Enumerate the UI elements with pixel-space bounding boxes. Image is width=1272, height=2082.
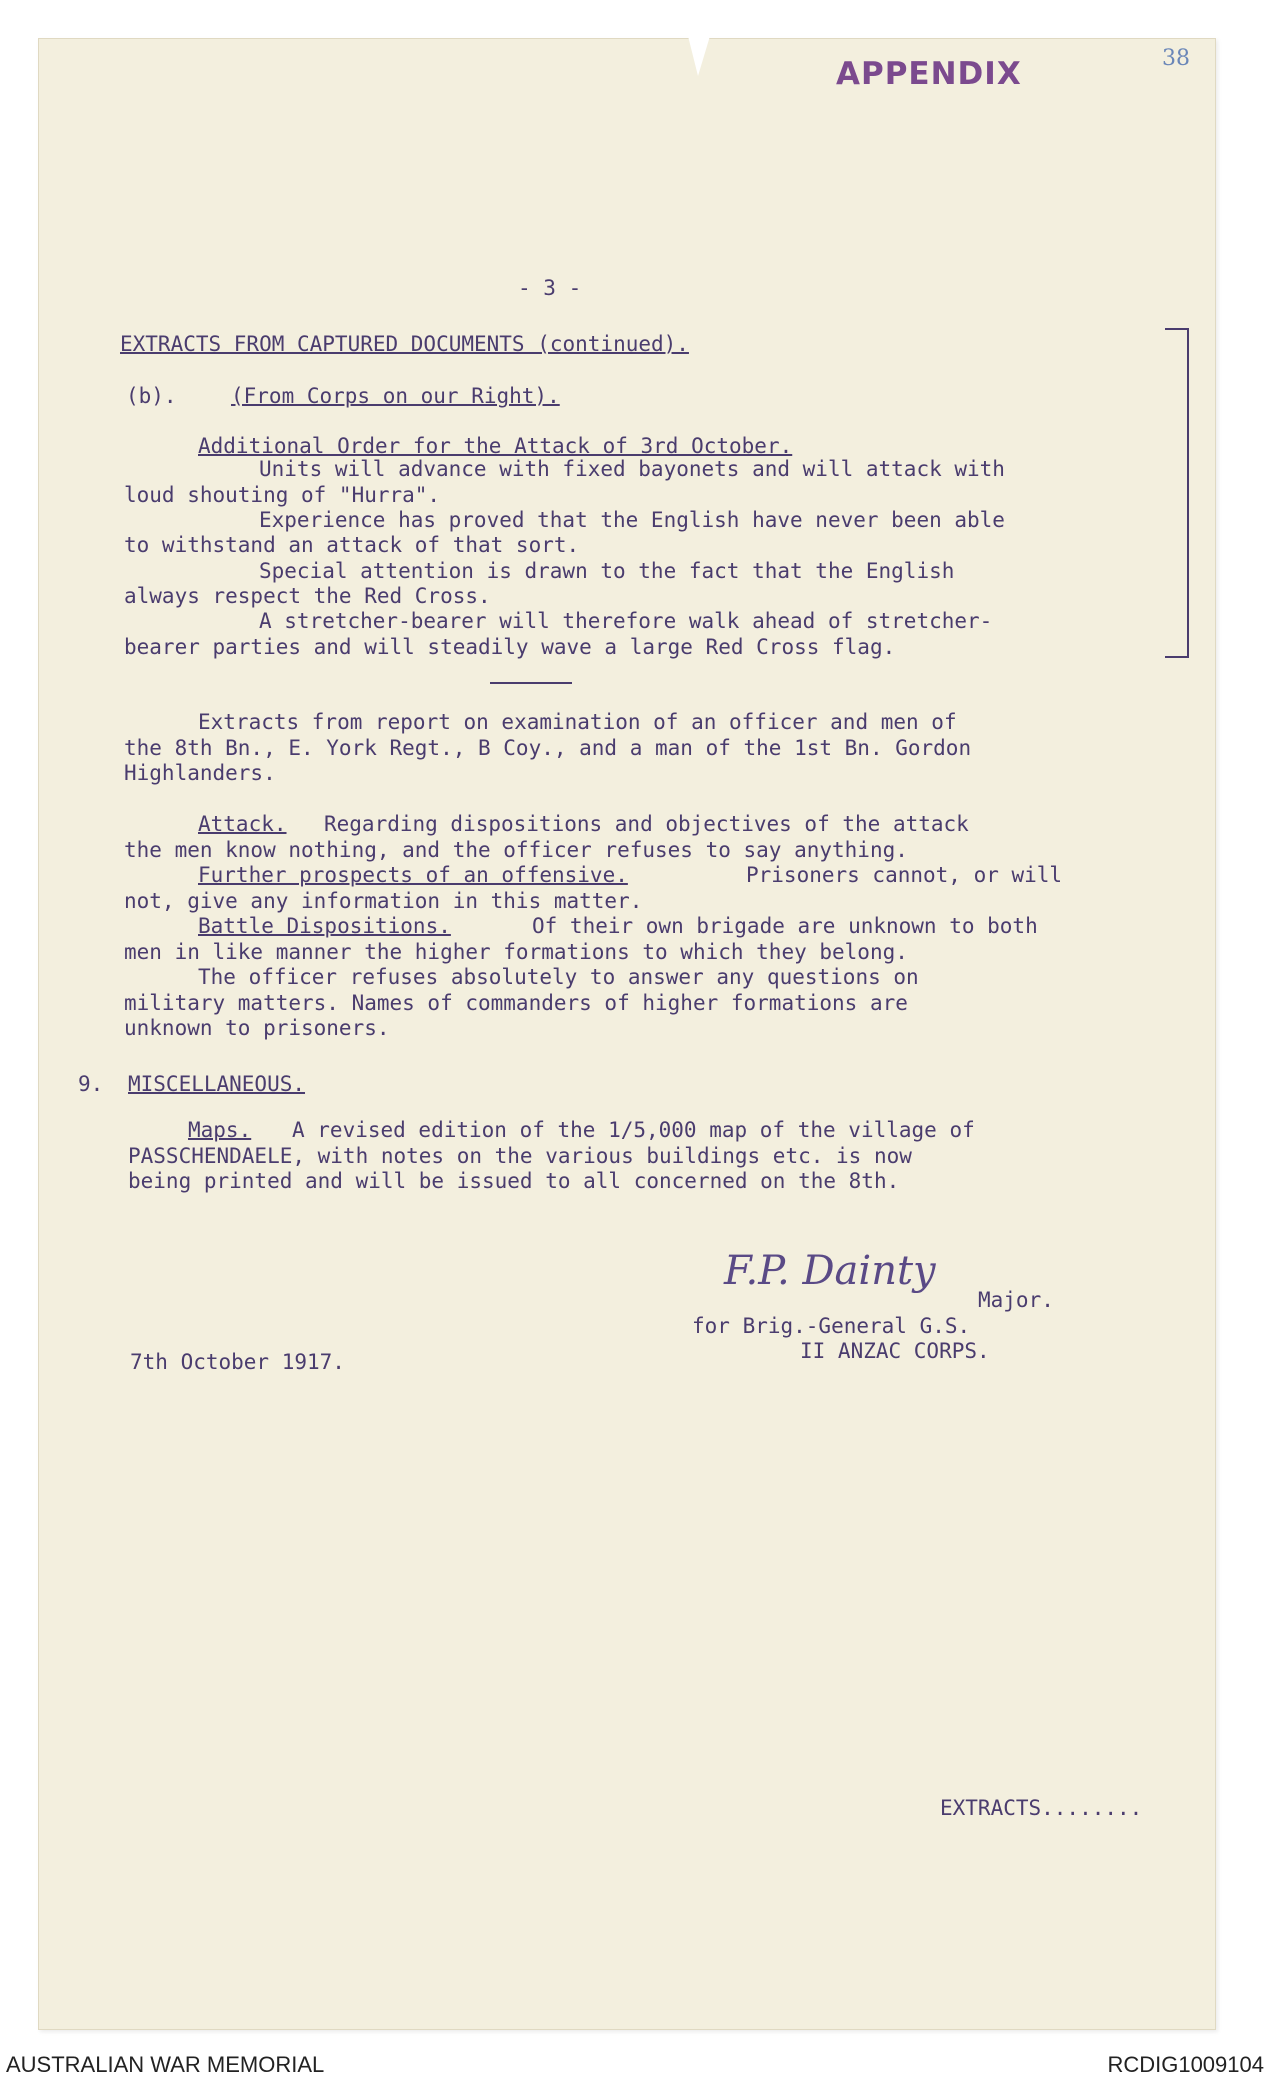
signatory-for-line: for Brig.-General G.S. [692,1314,971,1338]
attack-heading: Attack. [198,812,287,836]
order-line: always respect the Red Cross. [124,584,491,608]
order-line: A stretcher-bearer will therefore walk ahead of stretcher- [259,609,993,633]
section-b-label: (b). [126,384,177,408]
battle-text: Of their own brigade are unknown to both [532,914,1038,938]
officer-line: unknown to prisoners. [124,1016,390,1040]
order-line: Experience has proved that the English have never been able [259,508,1005,532]
archive-caption-left: AUSTRALIAN WAR MEMORIAL [6,2052,325,2077]
battle-heading: Battle Dispositions. [198,914,451,938]
archive-caption-right: RCDIG1009104 [1107,2052,1264,2077]
order-line: Special attention is drawn to the fact that the English [259,559,955,583]
attack-text: the men know nothing, and the officer refuses to say anything. [124,838,908,862]
prospects-text: not, give any information in this matter. [124,889,643,913]
section-divider [490,682,572,684]
prospects-text: Prisoners cannot, or will [746,863,1063,887]
document-date: 7th October 1917. [130,1350,345,1374]
maps-text: A revised edition of the 1/5,000 map of the village of [292,1118,975,1142]
continuation-catchword: EXTRACTS........ [940,1796,1143,1820]
folio-number: 38 [1162,46,1190,71]
maps-heading: Maps. [188,1118,252,1142]
appendix-stamp: APPENDIX [836,56,1022,92]
section-b-title: (From Corps on our Right). [231,384,560,408]
page-number: - 3 - [518,276,582,300]
section-9-title: MISCELLANEOUS. [128,1072,306,1096]
report-intro-line: Highlanders. [124,761,276,785]
document-heading: EXTRACTS FROM CAPTURED DOCUMENTS (continued). [120,332,689,356]
signatory-rank: Major. [978,1288,1054,1312]
officer-line: military matters. Names of commanders of higher formations are [124,991,908,1015]
order-line: Units will advance with fixed bayonets and will attack with [259,457,1005,481]
maps-text: being printed and will be issued to all concerned on the 8th. [128,1169,900,1193]
order-line: bearer parties and will steadily wave a large Red Cross flag. [124,635,896,659]
margin-bracket [1165,328,1189,658]
order-title: Additional Order for the Attack of 3rd October. [198,434,793,458]
report-intro-line: the 8th Bn., E. York Regt., B Coy., and a man of the 1st Bn. Gordon [124,736,972,760]
signatory-corps: II ANZAC CORPS. [800,1339,990,1363]
order-line: to withstand an attack of that sort. [124,533,580,557]
battle-text: men in like manner the higher formations to which they belong. [124,940,908,964]
maps-text: PASSCHENDAELE, with notes on the various buildings etc. is now [128,1144,912,1168]
order-line: loud shouting of "Hurra". [124,483,441,507]
attack-text: Regarding dispositions and objectives of the attack [324,812,969,836]
section-9-number: 9. [78,1072,104,1096]
officer-line: The officer refuses absolutely to answer any questions on [198,965,919,989]
report-intro-line: Extracts from report on examination of an officer and men of [198,710,957,734]
prospects-heading: Further prospects of an offensive. [198,863,628,887]
page-notch [688,36,710,76]
handwritten-signature: F.P. Dainty [724,1248,936,1294]
